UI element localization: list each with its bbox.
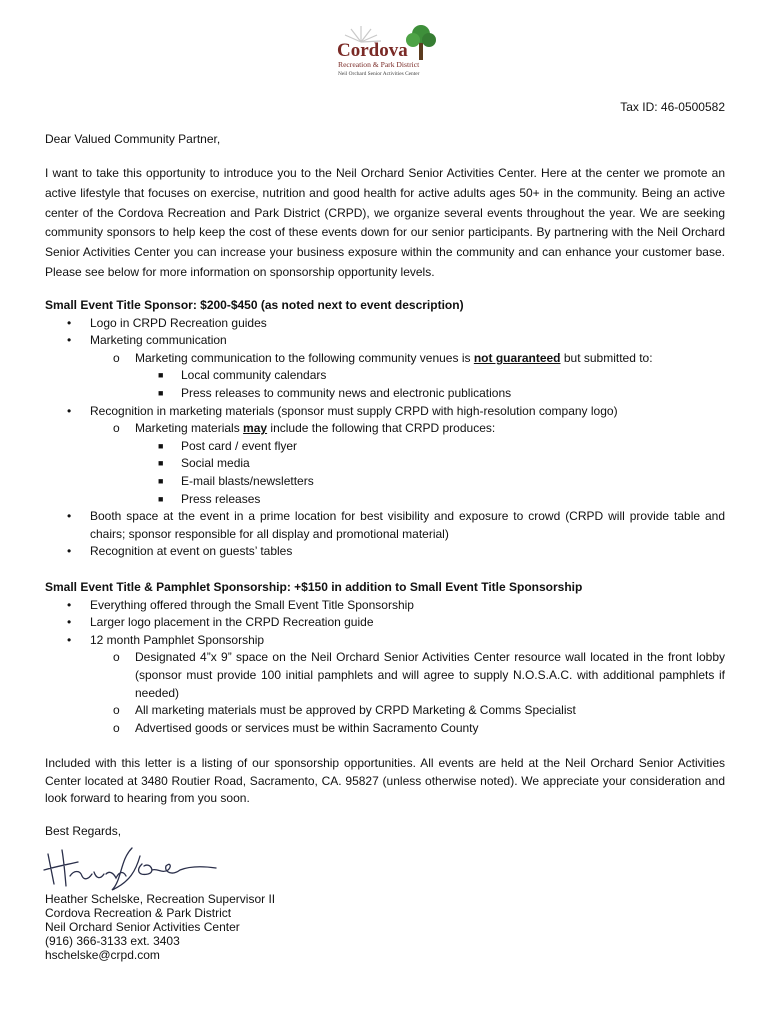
list-item-text: Logo in CRPD Recreation guides bbox=[90, 315, 267, 330]
section2-heading: Small Event Title & Pamphlet Sponsorship: +$150 in addition to Small Event Title Sponsorship bbox=[45, 580, 583, 594]
circle-bullet-icon: o bbox=[113, 703, 120, 718]
section-pamphlet bbox=[45, 579, 725, 737]
square-bullet-icon: ■ bbox=[158, 440, 164, 451]
logo-line1: Recreation & Park District bbox=[338, 60, 420, 69]
list-item bbox=[45, 597, 725, 615]
bullet-icon: • bbox=[67, 597, 72, 612]
salutation: Dear Valued Community Partner, bbox=[45, 132, 221, 146]
list-item-text: 12 month Pamphlet Sponsorship bbox=[90, 632, 265, 647]
bullet-icon: • bbox=[67, 315, 72, 330]
list-item bbox=[45, 403, 725, 421]
list-item-text: Marketing communication to the following community venues is bbox=[135, 350, 471, 365]
list-item-text: E-mail blasts/newsletters bbox=[181, 473, 314, 488]
square-bullet-icon: ■ bbox=[158, 458, 164, 469]
list-item bbox=[45, 367, 725, 385]
circle-bullet-icon: o bbox=[113, 421, 120, 436]
list-item bbox=[45, 632, 725, 650]
signer-organization: Cordova Recreation & Park District bbox=[45, 906, 232, 920]
list-item bbox=[45, 350, 725, 368]
list-item bbox=[45, 420, 725, 438]
list-item bbox=[45, 543, 725, 561]
circle-bullet-icon: o bbox=[113, 720, 120, 735]
bullet-icon: • bbox=[67, 403, 72, 418]
list-item bbox=[45, 332, 725, 350]
emphasis-text: may bbox=[243, 421, 268, 436]
signer-center: Neil Orchard Senior Activities Center bbox=[45, 920, 240, 934]
list-item-text: Recognition at event on guests’ tables bbox=[90, 544, 293, 559]
list-item bbox=[45, 473, 725, 491]
list-item bbox=[45, 385, 725, 403]
list-item-text: Everything offered through the Small Event Title Sponsorship bbox=[90, 597, 414, 612]
section2-list bbox=[45, 597, 725, 738]
bullet-icon: • bbox=[67, 333, 72, 348]
logo-name: Cordova bbox=[337, 40, 408, 61]
signer-email[interactable]: hschelske@crpd.com bbox=[45, 948, 160, 962]
list-item-text: Booth space at the event in a prime location for best visibility and exposure to crowd (CRPD will provide table and chairs; sponsor responsible for all display and promotional material) bbox=[90, 509, 725, 541]
emphasis-text: not guaranteed bbox=[473, 350, 561, 365]
handwritten-signature bbox=[40, 840, 220, 892]
logo-line2: Neil Orchard Senior Activities Center bbox=[338, 71, 420, 77]
square-bullet-icon: ■ bbox=[158, 387, 164, 398]
list-item bbox=[45, 438, 725, 456]
list-item-text: Advertised goods or services must be within Sacramento County bbox=[135, 720, 479, 735]
circle-bullet-icon: o bbox=[113, 350, 120, 365]
list-item-text: Press releases bbox=[181, 491, 261, 506]
list-item-text: All marketing materials must be approved by CRPD Marketing & Comms Specialist bbox=[135, 703, 576, 718]
list-item-text: Social media bbox=[181, 456, 250, 471]
tax-id: Tax ID: 46-0500582 bbox=[620, 100, 725, 114]
list-item bbox=[45, 491, 725, 509]
closing-paragraph: Included with this letter is a listing of our sponsorship opportunities. All events are held at the Neil Orchard Senior Activities Center located at 3480 Routier Road, Sacramento, CA. 95827 (unless otherwise noted). We appreciate your consideration and look forward to hearing from you soon. bbox=[45, 756, 725, 806]
list-item-text: Local community calendars bbox=[181, 368, 327, 383]
list-item bbox=[45, 508, 725, 543]
signer-name-title: Heather Schelske, Recreation Supervisor II bbox=[45, 892, 276, 906]
tree-icon bbox=[406, 25, 436, 60]
square-bullet-icon: ■ bbox=[158, 475, 164, 486]
circle-bullet-icon: o bbox=[113, 650, 120, 665]
signer-phone: (916) 366-3133 ext. 3403 bbox=[45, 934, 180, 948]
list-item-text: Marketing materials bbox=[135, 421, 240, 436]
list-item bbox=[45, 315, 725, 333]
list-item-text: Post card / event flyer bbox=[181, 438, 298, 453]
square-bullet-icon: ■ bbox=[158, 493, 164, 504]
list-item bbox=[45, 702, 725, 720]
list-item-text: Larger logo placement in the CRPD Recreation guide bbox=[90, 615, 374, 630]
sign-off: Best Regards, bbox=[45, 824, 122, 838]
bullet-icon: • bbox=[67, 615, 72, 630]
list-item-text: include the following that CRPD produces: bbox=[270, 421, 496, 436]
bullet-icon: • bbox=[67, 544, 72, 559]
section1-list bbox=[45, 315, 725, 561]
list-item-text: but submitted to: bbox=[563, 350, 653, 365]
list-item bbox=[45, 720, 725, 738]
signature-block bbox=[45, 892, 275, 962]
list-item-text: Marketing communication bbox=[90, 333, 227, 348]
list-item-text: Press releases to community news and electronic publications bbox=[181, 385, 512, 400]
list-item-text: Designated 4”x 9” space on the Neil Orchard Senior Activities Center resource wall located in the front lobby (sponsor must provide 100 initial pamphlets and will agree to supply N.O.S.A.C. with additional pamphlets if needed) bbox=[135, 650, 725, 700]
section1-heading: Small Event Title Sponsor: $200-$450 (as noted next to event description) bbox=[45, 298, 464, 312]
list-item bbox=[45, 649, 725, 702]
intro-paragraph: I want to take this opportunity to introduce you to the Neil Orchard Senior Activities Center. Here at the center we promote an active lifestyle that focuses on exercise, nutrition and good health for active adults ages 50+ in the community. Being an active center of the Cordova Recreation and Park District (CRPD), we organize several events throughout the year. We are seeking community sponsors to help keep the cost of these events down for our senior participants. By partnering with the Neil Orchard Senior Activities Center you can increase your business exposure within the community and can enhance your customer base. Please see below for more information on sponsorship opportunity levels. bbox=[45, 166, 725, 279]
cordova-logo bbox=[333, 20, 441, 82]
bullet-icon: • bbox=[67, 509, 72, 524]
list-item bbox=[45, 614, 725, 632]
section-small-event bbox=[45, 297, 725, 561]
square-bullet-icon: ■ bbox=[158, 370, 164, 381]
list-item bbox=[45, 455, 725, 473]
list-item-text: Recognition in marketing materials (sponsor must supply CRPD with high-resolution company logo) bbox=[90, 403, 618, 418]
bullet-icon: • bbox=[67, 632, 72, 647]
